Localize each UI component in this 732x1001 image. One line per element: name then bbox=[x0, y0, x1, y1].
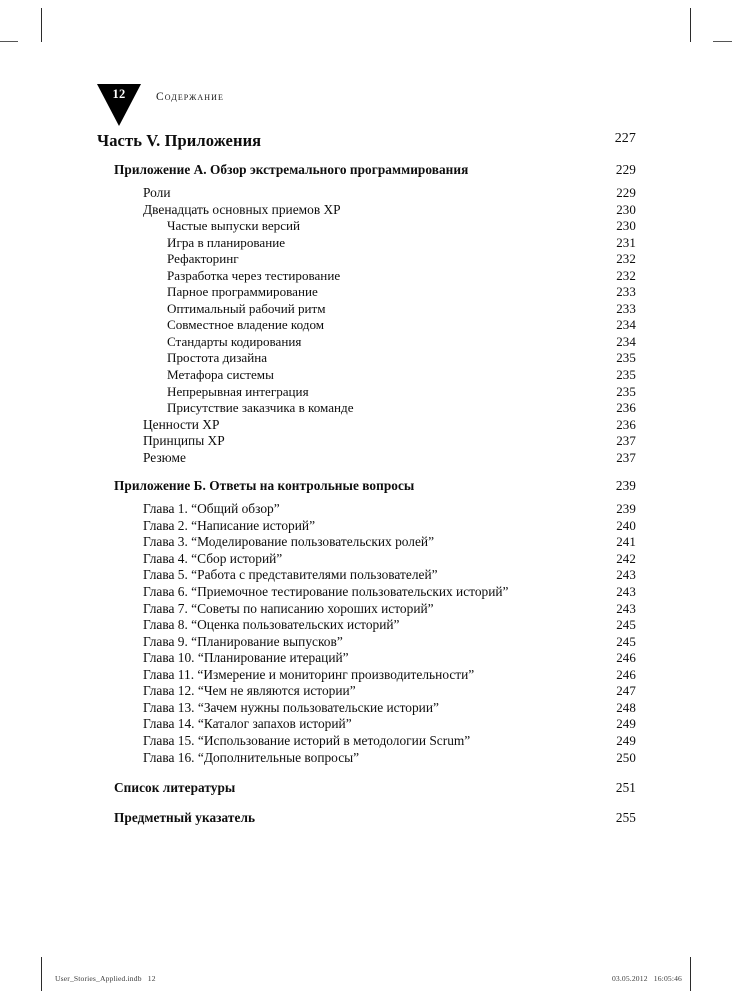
crop-mark-top-right bbox=[690, 8, 691, 42]
toc-spacer bbox=[0, 766, 732, 780]
toc-entry[interactable] bbox=[0, 284, 732, 301]
toc-entry-page-number: 247 bbox=[616, 683, 636, 699]
toc-entry-label: Глава 13. “Зачем нужны пользовательские истории” bbox=[143, 699, 439, 715]
running-head bbox=[97, 84, 224, 128]
toc-entry[interactable] bbox=[0, 334, 732, 351]
triangle-down-icon bbox=[97, 84, 141, 126]
toc-entry-page-number: 235 bbox=[616, 350, 636, 366]
toc-entry-page-number: 233 bbox=[616, 300, 636, 316]
toc-entry-label: Непрерывная интеграция bbox=[167, 383, 309, 399]
toc-entry[interactable] bbox=[0, 185, 732, 202]
crop-mark-top-left bbox=[41, 8, 42, 42]
toc-entry[interactable] bbox=[0, 501, 732, 518]
toc-entry-label: Глава 14. “Каталог запахов историй” bbox=[143, 716, 352, 732]
toc-entry[interactable] bbox=[0, 450, 732, 467]
toc-entry-page-number: 248 bbox=[616, 699, 636, 715]
toc-entry-label: Глава 16. “Дополнительные вопросы” bbox=[143, 749, 360, 765]
toc-entry[interactable] bbox=[0, 202, 732, 219]
toc-entry-label: Глава 15. “Использование историй в методологии Scrum” bbox=[143, 732, 471, 748]
toc-entry-page-number: 232 bbox=[616, 251, 636, 267]
toc-entry-page-number: 235 bbox=[616, 383, 636, 399]
toc-entry-page-number: 245 bbox=[616, 633, 636, 649]
toc-entry[interactable] bbox=[0, 683, 732, 700]
toc-entry-page-number: 240 bbox=[616, 517, 636, 533]
toc-entry-label: Глава 10. “Планирование итераций” bbox=[143, 650, 349, 666]
toc-entry-page-number: 230 bbox=[616, 218, 636, 234]
toc-entry-label: Двенадцать основных приемов XP bbox=[143, 201, 341, 217]
toc-entry-label: Глава 5. “Работа с представителями пользователей” bbox=[143, 567, 438, 583]
toc-entry-label: Глава 11. “Измерение и мониторинг производительности” bbox=[143, 666, 475, 682]
toc-entry-label: Глава 8. “Оценка пользовательских историй” bbox=[143, 617, 400, 633]
toc-entry-label: Оптимальный рабочий ритм bbox=[167, 300, 326, 316]
toc-entry[interactable] bbox=[0, 584, 732, 601]
toc-entry-label: Глава 7. “Советы по написанию хороших историй” bbox=[143, 600, 434, 616]
toc-entry[interactable] bbox=[0, 301, 732, 318]
toc-entry-label: Простота дизайна bbox=[167, 350, 268, 366]
toc-entry-label: Разработка через тестирование bbox=[167, 267, 341, 283]
footer-file-name: User_Stories_Applied.indb 12 bbox=[55, 974, 156, 983]
toc-entry-page-number: 234 bbox=[616, 317, 636, 333]
toc-entry[interactable] bbox=[0, 433, 732, 450]
toc-entry[interactable] bbox=[0, 417, 732, 434]
toc-entry[interactable] bbox=[0, 601, 732, 618]
toc-entry-page-number: 243 bbox=[616, 600, 636, 616]
toc-entry-label: Парное программирование bbox=[167, 284, 318, 300]
toc-entry[interactable] bbox=[0, 551, 732, 568]
crop-mark-right-edge bbox=[713, 41, 732, 42]
toc-entry-label: Глава 1. “Общий обзор” bbox=[143, 501, 280, 517]
toc-entry-label: Глава 9. “Планирование выпусков” bbox=[143, 633, 343, 649]
toc-entry-page-number: 239 bbox=[616, 501, 636, 517]
toc-entry-label: Метафора системы bbox=[167, 367, 274, 383]
toc-entry[interactable] bbox=[0, 131, 732, 150]
toc-entry-page-number: 241 bbox=[616, 534, 636, 550]
toc-entry-page-number: 245 bbox=[616, 617, 636, 633]
toc-entry-label: Глава 2. “Написание историй” bbox=[143, 517, 316, 533]
toc-entry-label: Глава 4. “Сбор историй” bbox=[143, 550, 283, 566]
toc-entry-page-number: 236 bbox=[616, 400, 636, 416]
toc-entry-label: Резюме bbox=[143, 449, 186, 465]
toc-entry-label: Рефакторинг bbox=[167, 251, 239, 267]
toc-entry[interactable] bbox=[0, 750, 732, 767]
toc-entry[interactable] bbox=[0, 350, 732, 367]
toc-entry-label: Приложение Б. Ответы на контрольные вопросы bbox=[114, 478, 415, 494]
toc-entry-label: Совместное владение кодом bbox=[167, 317, 325, 333]
toc-entry-page-number: 235 bbox=[616, 367, 636, 383]
toc-entry-page-number: 249 bbox=[616, 716, 636, 732]
toc-spacer bbox=[0, 798, 732, 810]
toc-entry-page-number: 231 bbox=[616, 234, 636, 250]
toc-entry[interactable] bbox=[0, 650, 732, 667]
toc-entry-page-number: 246 bbox=[616, 666, 636, 682]
toc-spacer bbox=[0, 150, 732, 162]
toc-entry-page-number: 237 bbox=[616, 433, 636, 449]
toc-entry-page-number: 227 bbox=[614, 131, 636, 146]
toc-entry-page-number: 233 bbox=[616, 284, 636, 300]
toc-entry[interactable] bbox=[0, 384, 732, 401]
toc-entry[interactable] bbox=[0, 534, 732, 551]
toc-entry[interactable] bbox=[0, 733, 732, 750]
toc-entry[interactable] bbox=[0, 634, 732, 651]
toc-entry[interactable] bbox=[0, 478, 732, 496]
toc-entry-page-number: 251 bbox=[615, 780, 636, 796]
toc-entry[interactable] bbox=[0, 716, 732, 733]
toc-entry[interactable] bbox=[0, 218, 732, 235]
toc-entry-page-number: 234 bbox=[616, 333, 636, 349]
table-of-contents bbox=[0, 131, 732, 828]
toc-entry-label: Глава 12. “Чем не являются истории” bbox=[143, 683, 356, 699]
toc-entry-label: Принципы XP bbox=[143, 433, 225, 449]
page-footer bbox=[0, 974, 732, 988]
toc-entry-label: Приложение А. Обзор экстремального программирования bbox=[114, 162, 469, 177]
toc-entry-page-number: 250 bbox=[616, 749, 636, 765]
toc-entry-label: Ценности XP bbox=[143, 416, 220, 432]
toc-entry-page-number: 229 bbox=[615, 162, 636, 177]
toc-entry-label: Стандарты кодирования bbox=[167, 333, 302, 349]
toc-entry-label: Предметный указатель bbox=[114, 810, 256, 826]
footer-timestamp: 03.05.2012 16:05:46 bbox=[611, 974, 682, 983]
toc-entry-label: Часть V. Приложения bbox=[97, 131, 262, 150]
toc-entry[interactable] bbox=[0, 162, 732, 180]
crop-mark-left-edge bbox=[0, 41, 18, 42]
running-head-title: содержание bbox=[156, 91, 224, 103]
toc-entry[interactable] bbox=[0, 400, 732, 417]
toc-entry-page-number: 237 bbox=[616, 449, 636, 465]
toc-entry-label: Глава 3. “Моделирование пользовательских ролей” bbox=[143, 534, 435, 550]
toc-entry[interactable] bbox=[0, 667, 732, 684]
toc-entry-page-number: 229 bbox=[616, 185, 636, 200]
toc-entry-label: Игра в планирование bbox=[167, 234, 286, 250]
toc-entry[interactable] bbox=[0, 251, 732, 268]
toc-entry-page-number: 236 bbox=[616, 416, 636, 432]
toc-entry-label: Присутствие заказчика в команде bbox=[167, 400, 354, 416]
toc-entry-page-number: 246 bbox=[616, 650, 636, 666]
toc-entry-page-number: 230 bbox=[616, 201, 636, 217]
toc-entry-page-number: 239 bbox=[615, 478, 636, 494]
toc-entry[interactable] bbox=[0, 367, 732, 384]
toc-entry[interactable] bbox=[0, 810, 732, 828]
toc-entry-page-number: 243 bbox=[616, 567, 636, 583]
toc-entry-label: Частые выпуски версий bbox=[167, 218, 301, 234]
toc-entry[interactable] bbox=[0, 780, 732, 798]
toc-spacer bbox=[0, 466, 732, 478]
toc-entry-page-number: 255 bbox=[615, 810, 636, 826]
toc-entry[interactable] bbox=[0, 235, 732, 252]
toc-entry[interactable] bbox=[0, 567, 732, 584]
toc-entry[interactable] bbox=[0, 317, 732, 334]
toc-entry-label: Роли bbox=[143, 185, 171, 200]
toc-entry[interactable] bbox=[0, 518, 732, 535]
toc-entry[interactable] bbox=[0, 700, 732, 717]
toc-entry-page-number: 242 bbox=[616, 550, 636, 566]
toc-entry-page-number: 232 bbox=[616, 267, 636, 283]
folio-number: 12 bbox=[112, 87, 126, 101]
toc-entry-page-number: 243 bbox=[616, 584, 636, 600]
toc-entry-page-number: 249 bbox=[616, 732, 636, 748]
toc-entry[interactable] bbox=[0, 617, 732, 634]
toc-entry-label: Список литературы bbox=[114, 780, 236, 796]
toc-entry-label: Глава 6. “Приемочное тестирование пользовательских историй” bbox=[143, 584, 509, 600]
toc-entry[interactable] bbox=[0, 268, 732, 285]
